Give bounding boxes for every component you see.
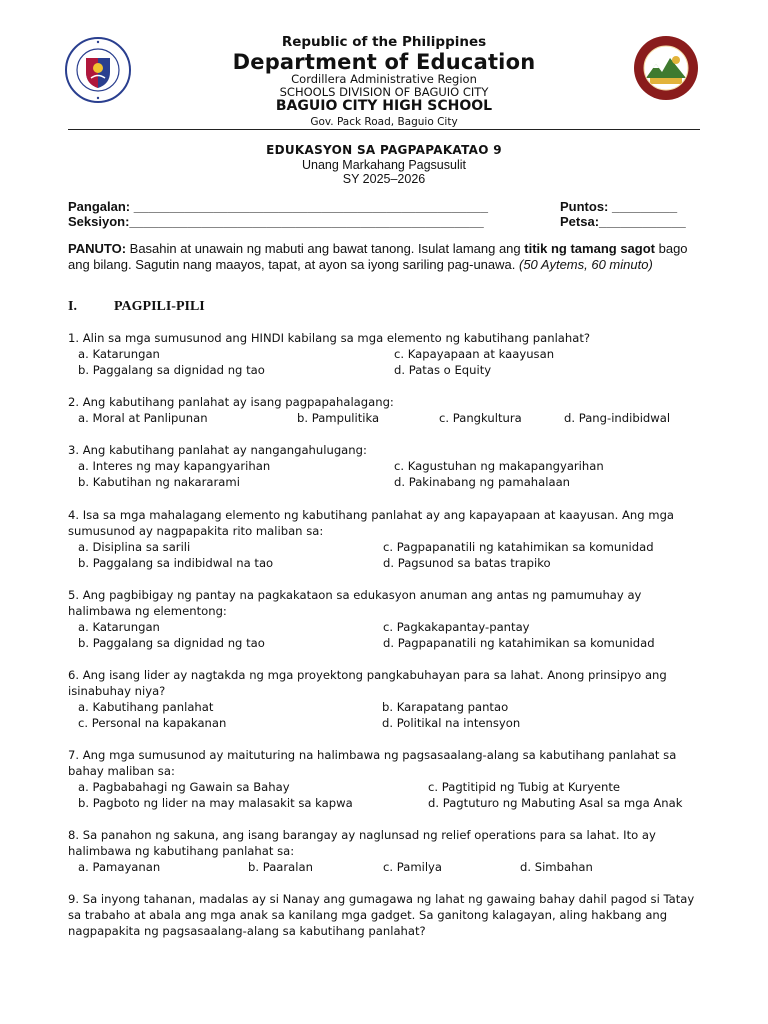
exam-title: Unang Markahang Pagsusulit [302, 158, 466, 172]
instructions-text-2: bago ang bilang. Sagutin nang maayos, tapat, at ayon sa iyong sariling pag-unawa. [68, 241, 688, 272]
option-5b: b. Paggalang sa dignidad ng tao [78, 636, 265, 650]
option-7d: d. Pagtuturo ng Mabuting Asal sa mga Anak [428, 796, 683, 810]
option-6a: a. Kabutihang panlahat [78, 700, 214, 714]
option-2c: c. Pangkultura [439, 411, 522, 425]
option-7b: b. Pagboto ng lider na may malasakit sa kapwa [78, 796, 353, 810]
header-divider [68, 129, 700, 130]
option-1b: b. Paggalang sa dignidad ng tao [78, 363, 265, 377]
question-4: 4. Isa sa mga mahalagang elemento ng kabutihang panlahat ay ang kapayapaan at kaayusan. Ang mga sumusunod ay nagpapakita rito maliban sa: [68, 508, 675, 538]
region-text: Cordillera Administrative Region [291, 72, 477, 86]
option-6c: c. Personal na kapakanan [78, 716, 227, 730]
section-heading [68, 299, 205, 315]
question-3: 3. Ang kabutihang panlahat ay nangangahulugang: [68, 443, 367, 457]
option-1a: a. Katarungan [78, 347, 160, 361]
option-1d: d. Patas o Equity [394, 363, 492, 377]
option-5d: d. Pagpapanatili ng katahimikan sa komunidad [383, 636, 655, 650]
option-3a: a. Interes ng may kapangyarihan [78, 459, 271, 473]
option-3c: c. Kagustuhan ng makapangyarihan [394, 459, 604, 473]
option-3d: d. Pakinabang ng pamahalaan [394, 475, 571, 489]
republic-heading: Republic of the Philippines [281, 34, 487, 50]
question-2: 2. Ang kabutihang panlahat ay isang pagpapahalagang: [68, 395, 394, 409]
option-5a: a. Katarungan [78, 620, 160, 634]
question-1: 1. Alin sa mga sumusunod ang HINDI kabilang sa mga elemento ng kabutihang panlahat? [68, 331, 591, 345]
question-5: 5. Ang pagbibigay ng pantay na pagkakataon sa edukasyon anuman ang antas ng pamumuhay ay halimbawa ng elementong: [68, 588, 642, 618]
option-8c: c. Pamilya [383, 860, 443, 874]
department-heading: Department of Education [232, 50, 536, 74]
option-1c: c. Kapayapaan at kaayusan [394, 347, 555, 361]
option-8b: b. Paaralan [248, 860, 313, 874]
option-7a: a. Pagbabahagi ng Gawain sa Bahay [78, 780, 290, 794]
section-field[interactable]: Seksiyon:_________________________________________________ [68, 214, 484, 229]
school-address: Gov. Pack Road, Baguio City [310, 116, 458, 128]
instructions-label: PANUTO: [68, 241, 127, 256]
option-2b: b. Pampulitika [297, 411, 380, 425]
option-8d: d. Simbahan [520, 860, 593, 874]
option-6b: b. Karapatang pantao [382, 700, 509, 714]
option-7c: c. Pagtitipid ng Tubig at Kuryente [428, 780, 621, 794]
date-field[interactable]: Petsa:____________ [560, 214, 686, 229]
name-field[interactable]: Pangalan: _________________________________________________ [68, 199, 489, 214]
question-7: 7. Ang mga sumusunod ay maituturing na halimbawa ng pagsasaalang-alang sa kabutihang panlahat sa bahay maliban sa: [68, 748, 677, 778]
section-number: I. [68, 299, 77, 314]
question-8: 8. Sa panahon ng sakuna, ang isang barangay ay naglunsad ng relief operations para sa lahat. Ito ay halimbawa ng kabutihang panlahat sa: [68, 828, 656, 858]
exam-subject: EDUKASYON SA PAGPAPAKATAO 9 [266, 143, 502, 157]
option-6d: d. Politikal na intensyon [382, 716, 521, 730]
option-2a: a. Moral at Panlipunan [78, 411, 208, 425]
option-4c: c. Pagpapanatili ng katahimikan sa komunidad [383, 540, 654, 554]
option-3b: b. Kabutihan ng nakararami [78, 475, 240, 489]
section-title: PAGPILI-PILI [114, 299, 205, 314]
instructions-emphasis: titik ng tamang sagot [524, 241, 655, 256]
option-4a: a. Disiplina sa sarili [78, 540, 191, 554]
option-4d: d. Pagsunod sa batas trapiko [383, 556, 551, 570]
option-4b: b. Paggalang sa indibidwal na tao [78, 556, 274, 570]
school-year: SY 2025–2026 [342, 172, 426, 186]
instructions-note: (50 Aytems, 60 minuto) [518, 256, 653, 272]
option-8a: a. Pamayanan [78, 860, 161, 874]
school-name: BAGUIO CITY HIGH SCHOOL [275, 98, 493, 114]
question-9: 9. Sa inyong tahanan, madalas ay si Nanay ang gumagawa ng lahat ng gawaing bahay dahil pagod si Tatay sa trabaho at abala ang mga anak sa kanilang mga gadget. Sa ganitong kalagayan, aling hakbang ang nagpapakita ng pagsasaalang-alang sa kabutihang panlahat? [68, 892, 695, 938]
option-5c: c. Pagkakapantay-pantay [383, 620, 530, 634]
division-text: SCHOOLS DIVISION OF BAGUIO CITY [279, 85, 489, 99]
instructions-text: Basahin at unawain ng mabuti ang bawat tanong. Isulat lamang ang [126, 241, 525, 256]
question-6: 6. Ang isang lider ay nagtakda ng mga proyektong pangkabuhayan para sa lahat. Anong prinsipyo ang isinabuhay niya? [68, 668, 667, 698]
score-field[interactable]: Puntos: _________ [560, 199, 678, 214]
instructions [68, 241, 704, 272]
option-2d: d. Pang-indibidwal [564, 411, 671, 425]
